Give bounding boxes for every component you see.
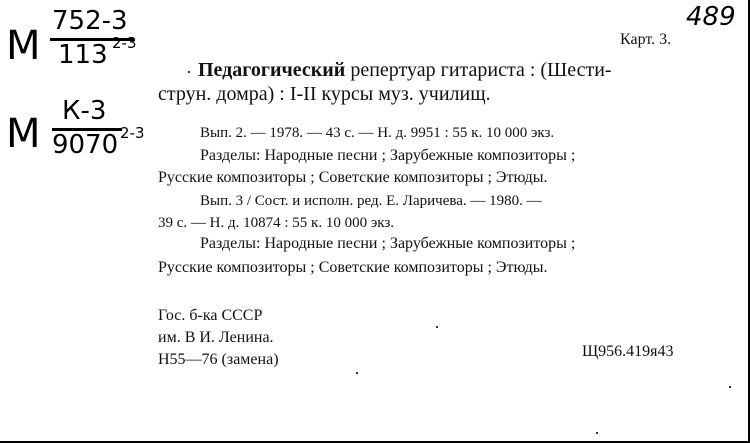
scan-speck — [436, 326, 438, 328]
entry-2-line-4: Русские композиторы ; Советские композиторы ; Этюды. — [158, 259, 548, 276]
entry-2-line-3: Разделы: Народные песни ; Зарубежные композиторы ; — [200, 235, 576, 252]
footer-library-line-2: им. В И. Ленина. — [158, 329, 274, 346]
entry-1-line-2: Разделы: Народные песни ; Зарубежные композиторы ; — [200, 147, 576, 164]
handwritten-letter-top: М — [6, 23, 41, 69]
handwritten-superscript-top: 2-3 — [112, 34, 137, 52]
entry-1-line-1: Вып. 2. — 1978. — 43 с. — Н. д. 9951 : 55 к. 10 000 экз. — [200, 125, 555, 141]
handwritten-superscript-bottom: 2-3 — [120, 124, 145, 142]
title-line-1-rest: репертуар гитариста : (Шести- — [345, 59, 612, 81]
title-line-2: струн. домра) : I-II курсы муз. училищ. — [158, 83, 491, 105]
card-number: Карт. 3. — [620, 31, 672, 48]
entry-2-line-2: 39 с. — Н. д. 10874 : 55 к. 10 000 экз. — [158, 215, 395, 231]
scan-speck — [356, 372, 358, 374]
footer-code: Н55—76 (замена) — [158, 351, 279, 368]
classification-index: Щ956.419я43 — [582, 343, 674, 360]
title-line-1 — [198, 60, 612, 80]
entry-1-line-3: Русские композиторы ; Советские композиторы ; Этюды. — [158, 169, 548, 186]
handwritten-letter-bottom: М — [6, 111, 41, 157]
scan-speck — [188, 71, 190, 73]
entry-2-line-1: Вып. 3 / Сост. и исполн. ред. Е. Ларичева. — 1980. — — [200, 193, 542, 209]
title-bold-word: Педагогический — [198, 59, 346, 81]
handwritten-numerator-top: 752-3 — [52, 6, 128, 36]
footer-library-line-1: Гос. б-ка СССР — [158, 307, 263, 324]
scan-speck — [729, 386, 731, 388]
scan-speck — [596, 432, 598, 434]
handwritten-numerator-bottom: К-3 — [62, 96, 107, 126]
handwritten-denominator-top: 113 — [58, 40, 108, 70]
handwritten-corner-number: 489 — [686, 2, 736, 32]
handwritten-denominator-bottom: 9070 — [52, 130, 119, 160]
